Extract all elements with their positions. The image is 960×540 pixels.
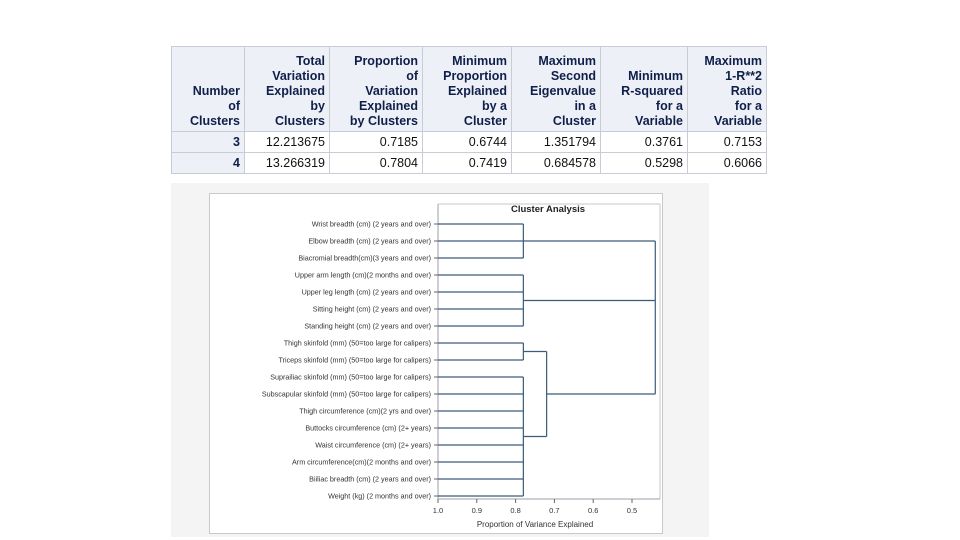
column-header-line: Cluster bbox=[552, 114, 596, 128]
leaf-label: Suprailiac skinfold (mm) (50=too large for calipers) bbox=[270, 372, 431, 382]
leaf-label: Biiliac breadth (cm) (2 years and over) bbox=[309, 474, 431, 484]
x-tick-label: 0.9 bbox=[471, 506, 483, 515]
column-header-line: Explained bbox=[358, 99, 418, 113]
table-header-row bbox=[172, 47, 767, 132]
column-header-line: Minimum bbox=[452, 54, 507, 68]
column-header-line: for a bbox=[734, 99, 762, 113]
column-header-line: Number bbox=[192, 84, 240, 98]
table-cell: 0.6066 bbox=[688, 153, 767, 174]
table-cell: 0.3761 bbox=[601, 132, 688, 153]
table-cell: 0.684578 bbox=[512, 153, 601, 174]
column-header bbox=[245, 47, 330, 132]
leaf-label: Upper arm length (cm)(2 months and over) bbox=[294, 270, 431, 280]
leaf-label: Standing height (cm) (2 years and over) bbox=[304, 321, 431, 331]
table-body bbox=[172, 132, 767, 174]
column-header-line: Clusters bbox=[189, 114, 240, 128]
leaf-label: Elbow breadth (cm) (2 years and over) bbox=[308, 236, 431, 246]
column-header-line: by Clusters bbox=[349, 114, 418, 128]
dendrogram-chart bbox=[210, 194, 662, 533]
table-cell: 0.7185 bbox=[330, 132, 423, 153]
x-tick-label: 0.8 bbox=[510, 506, 521, 515]
leaf-label: Weight (kg) (2 months and over) bbox=[328, 491, 431, 501]
cluster-summary-table bbox=[171, 46, 767, 174]
table-cell: 1.351794 bbox=[512, 132, 601, 153]
column-header-line: Maximum bbox=[538, 54, 596, 68]
column-header-line: by a bbox=[481, 99, 507, 113]
x-tick-label: 0.6 bbox=[587, 506, 599, 515]
column-header-line: Eigenvalue bbox=[530, 84, 596, 98]
leaf-label: Buttocks circumference (cm) (2+ years) bbox=[305, 423, 431, 433]
chart-frame bbox=[209, 193, 663, 534]
column-header-line: by bbox=[310, 99, 325, 113]
column-header-line: Variation bbox=[365, 84, 418, 98]
leaf-label: Biacromial breadth(cm)(3 years and over) bbox=[298, 253, 431, 263]
column-header-line: R-squared bbox=[621, 84, 683, 98]
column-header-line: for a bbox=[655, 99, 683, 113]
leaf-label: Thigh skinfold (mm) (50=too large for calipers) bbox=[283, 338, 431, 348]
table-cell: 0.5298 bbox=[601, 153, 688, 174]
table-cell: 0.6744 bbox=[423, 132, 512, 153]
column-header-line: Maximum bbox=[704, 54, 762, 68]
column-header-line: in a bbox=[574, 99, 596, 113]
column-header-line: 1-R**2 bbox=[725, 69, 762, 83]
column-header-line: Clusters bbox=[274, 114, 325, 128]
table-row bbox=[172, 153, 767, 174]
column-header-line: of bbox=[406, 69, 418, 83]
table-cell: 0.7153 bbox=[688, 132, 767, 153]
column-header-line: Proportion bbox=[354, 54, 418, 68]
x-tick-label: 0.7 bbox=[549, 506, 560, 515]
leaf-label: Wrist breadth (cm) (2 years and over) bbox=[311, 219, 431, 229]
column-header bbox=[601, 47, 688, 132]
row-header-cell: 4 bbox=[172, 153, 245, 174]
column-header-line: Variable bbox=[635, 114, 683, 128]
column-header-line: Explained bbox=[265, 84, 325, 98]
x-tick-label: 0.5 bbox=[626, 506, 638, 515]
column-header-line: Total bbox=[296, 54, 325, 68]
column-header-line: Cluster bbox=[463, 114, 507, 128]
column-header-line: Variable bbox=[714, 114, 762, 128]
table-cell: 13.266319 bbox=[245, 153, 330, 174]
leaf-label: Sitting height (cm) (2 years and over) bbox=[312, 304, 431, 314]
table-cell: 0.7419 bbox=[423, 153, 512, 174]
column-header-line: Variation bbox=[272, 69, 325, 83]
row-header-cell: 3 bbox=[172, 132, 245, 153]
column-header bbox=[688, 47, 767, 132]
column-header bbox=[512, 47, 601, 132]
column-header-line: Ratio bbox=[730, 84, 762, 98]
column-header bbox=[330, 47, 423, 132]
x-tick-label: 1.0 bbox=[432, 506, 444, 515]
column-header bbox=[423, 47, 512, 132]
column-header-line: Second bbox=[550, 69, 596, 83]
column-header-line: of bbox=[228, 99, 240, 113]
leaf-label: Thigh circumference (cm)(2 yrs and over) bbox=[299, 406, 431, 416]
column-header-line: Proportion bbox=[443, 69, 507, 83]
table-cell: 12.213675 bbox=[245, 132, 330, 153]
leaf-label: Upper leg length (cm) (2 years and over) bbox=[301, 287, 431, 297]
column-header bbox=[172, 47, 245, 132]
table-cell: 0.7804 bbox=[330, 153, 423, 174]
leaf-label: Triceps skinfold (mm) (50=too large for calipers) bbox=[278, 355, 431, 365]
column-header-line: Minimum bbox=[628, 69, 683, 83]
x-axis-label: Proportion of Variance Explained bbox=[476, 520, 594, 529]
leaf-label: Waist circumference (cm) (2+ years) bbox=[315, 440, 431, 450]
leaf-label: Arm circumference(cm)(2 months and over) bbox=[292, 457, 431, 467]
table-row bbox=[172, 132, 767, 153]
column-header-line: Explained bbox=[447, 84, 507, 98]
leaf-label: Subscapular skinfold (mm) (50=too large for calipers) bbox=[261, 389, 431, 399]
chart-title: Cluster Analysis bbox=[510, 204, 586, 215]
